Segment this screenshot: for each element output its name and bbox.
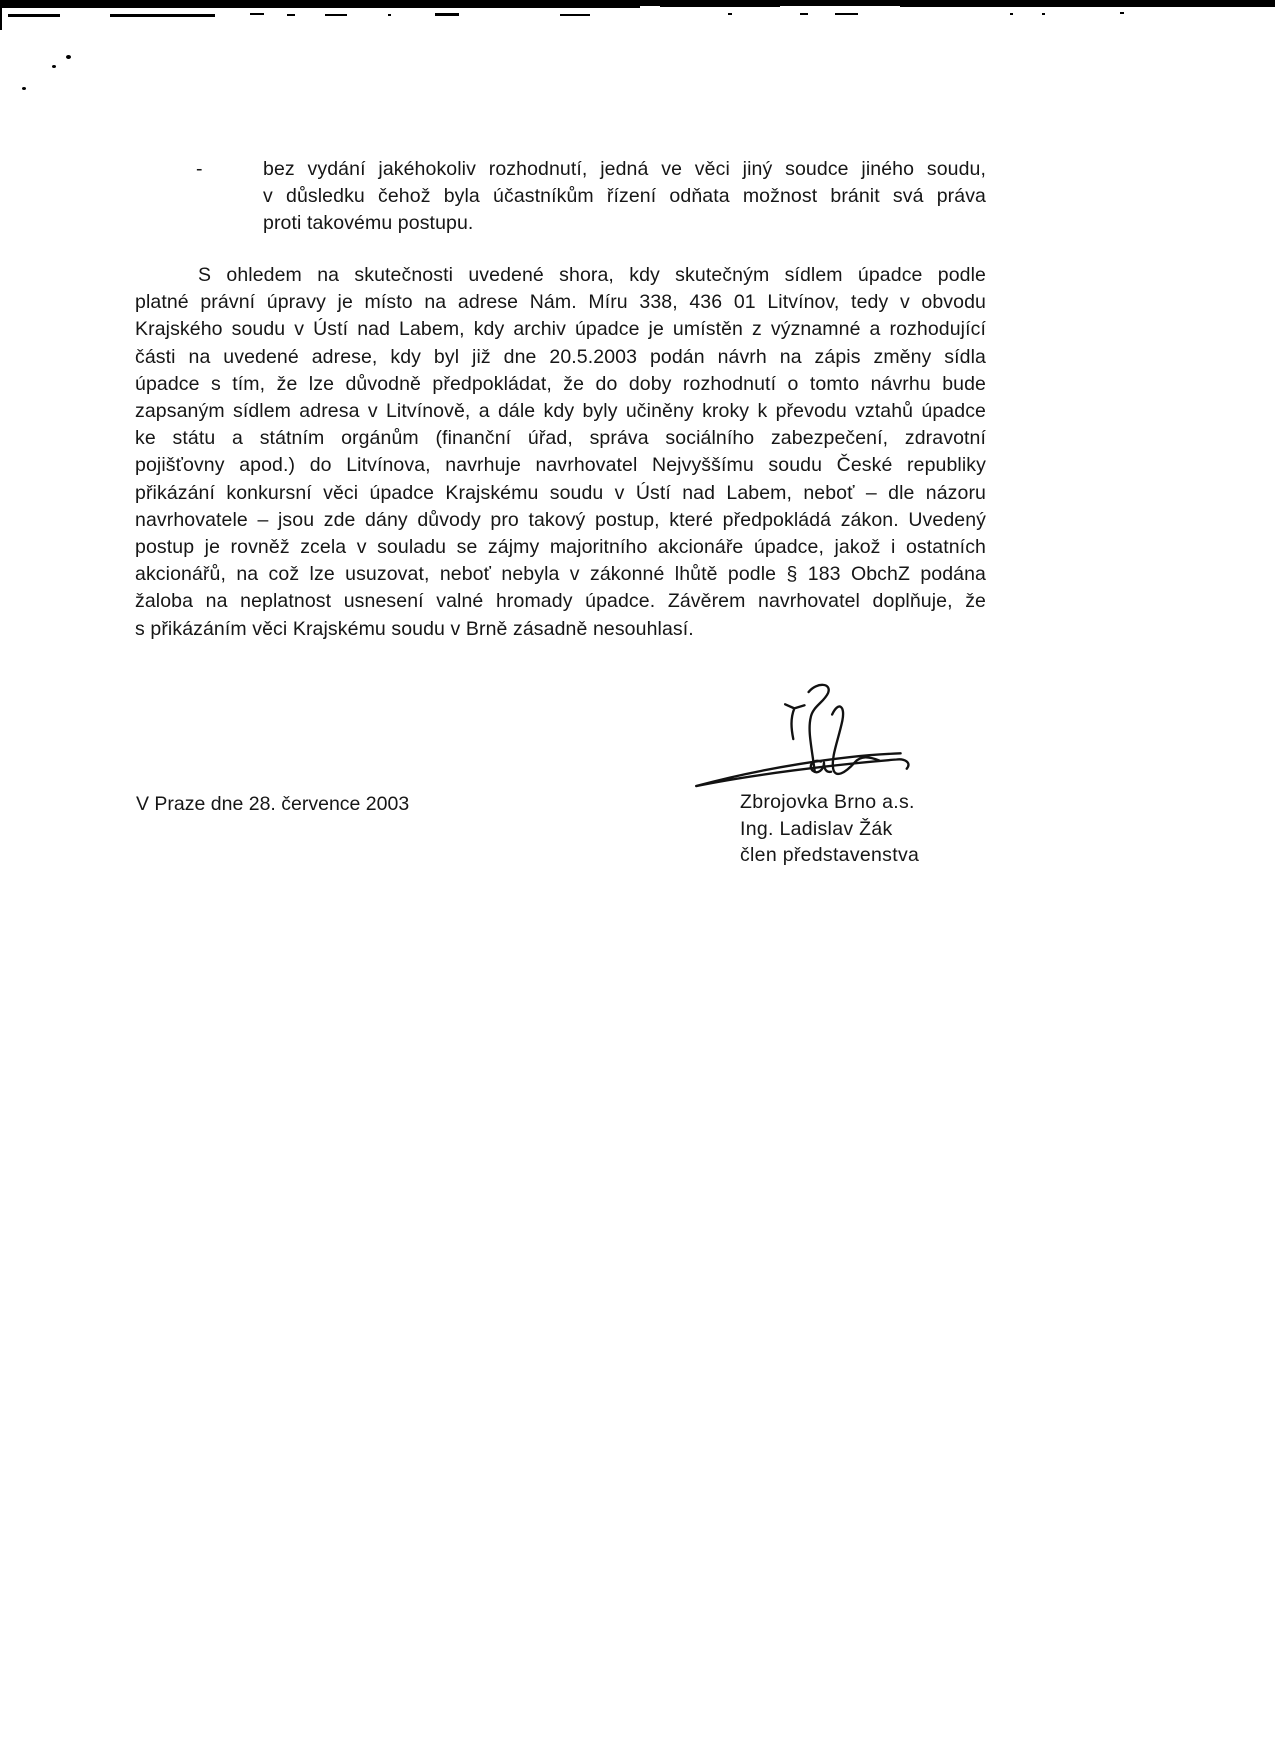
scan-speck [66,55,71,59]
scan-dash [800,13,808,15]
paragraph-line: žaloba na neplatnost usnesení valné hromady úpadce. Závěrem navrhovatel doplňuje, že [135,590,986,613]
bullet-line: proti takovému postupu. [263,212,474,235]
signatory-name: Ing. Ladislav Žák [740,817,893,840]
scan-top-band-chunk [0,5,640,8]
scan-corner-line [0,8,2,30]
paragraph-line: akcionářů, na což lze usuzovat, neboť nebyla v zákonné lhůtě podle § 183 ObchZ podána [135,563,986,586]
bullet-marker: - [196,158,203,180]
scan-dash [287,14,295,16]
signatory-title: člen představenstva [740,844,920,867]
paragraph-line: ke státu a státním orgánům (finanční úřad, správa sociálního zabezpečení, zdravotní [135,427,986,450]
scan-top-band-chunk [900,4,1275,7]
scan-top-band-chunk [660,5,780,7]
paragraph-line: pojišťovny apod.) do Litvínova, navrhuje navrhovatel Nejvyššímu soudu České republiky [135,454,986,477]
signature-block [740,789,919,869]
scan-dash [435,13,459,16]
company-name: Zbrojovka Brno a.s. [740,791,915,813]
scan-dash [325,14,347,16]
scan-speck-dash [1042,13,1045,15]
paragraph-line: Krajského soudu v Ústí nad Labem, kdy archiv úpadce je umístěn z významné a rozhodující [135,318,986,341]
scan-speck-dash [1010,13,1013,15]
scan-dash [388,14,391,16]
bullet-line: v důsledku čehož byla účastníkům řízení odňata možnost bránit svá práva [263,185,986,208]
date-line: V Praze dne 28. července 2003 [136,793,410,815]
paragraph-line: platné právní úpravy je místo na adrese Nám. Míru 338, 436 01 Litvínov, tedy v obvodu [135,291,986,314]
paragraph-line: zapsaným sídlem adresa v Litvínově, a dále kdy byly učiněny kroky k převodu vztahů úpadce [135,400,986,423]
paragraph-line: postup je rovněž zcela v souladu se zájmy majoritního akcionáře úpadce, jakož i ostatních [135,536,986,559]
paragraph-line: úpadce s tím, že lze důvodně předpokládat, že do doby rozhodnutí o tomto návrhu bude [135,372,986,395]
scan-dash [110,14,215,17]
scan-dash [250,13,264,15]
scan-dash [835,13,858,15]
scan-dash [728,13,732,15]
main-paragraph [135,262,986,643]
scan-dash [8,14,60,17]
signature-icon [688,678,918,796]
paragraph-line: s přikázáním věci Krajskému soudu v Brně zásadně nesouhlasí. [135,617,694,640]
scan-speck [52,65,56,68]
bullet-line: bez vydání jakéhokoliv rozhodnutí, jedná ve věci jiný soudce jiného soudu, [263,158,986,180]
scan-speck-dash [1120,12,1124,14]
scan-speck [22,87,26,90]
paragraph-line: S ohledem na skutečnosti uvedené shora, kdy skutečným sídlem úpadce podle [198,264,986,286]
bullet-item [263,156,986,238]
paragraph-line: části na uvedené adrese, kdy byl již dne 20.5.2003 podán návrh na zápis změny sídla [135,345,986,368]
paragraph-line: navrhovatele – jsou zde dány důvody pro takový postup, které předpokládá zákon. Uvedený [135,508,986,531]
scan-dash [560,14,590,16]
paragraph-line: přikázání konkursní věci úpadce Krajskému soudu v Ústí nad Labem, neboť – dle názoru [135,481,986,504]
